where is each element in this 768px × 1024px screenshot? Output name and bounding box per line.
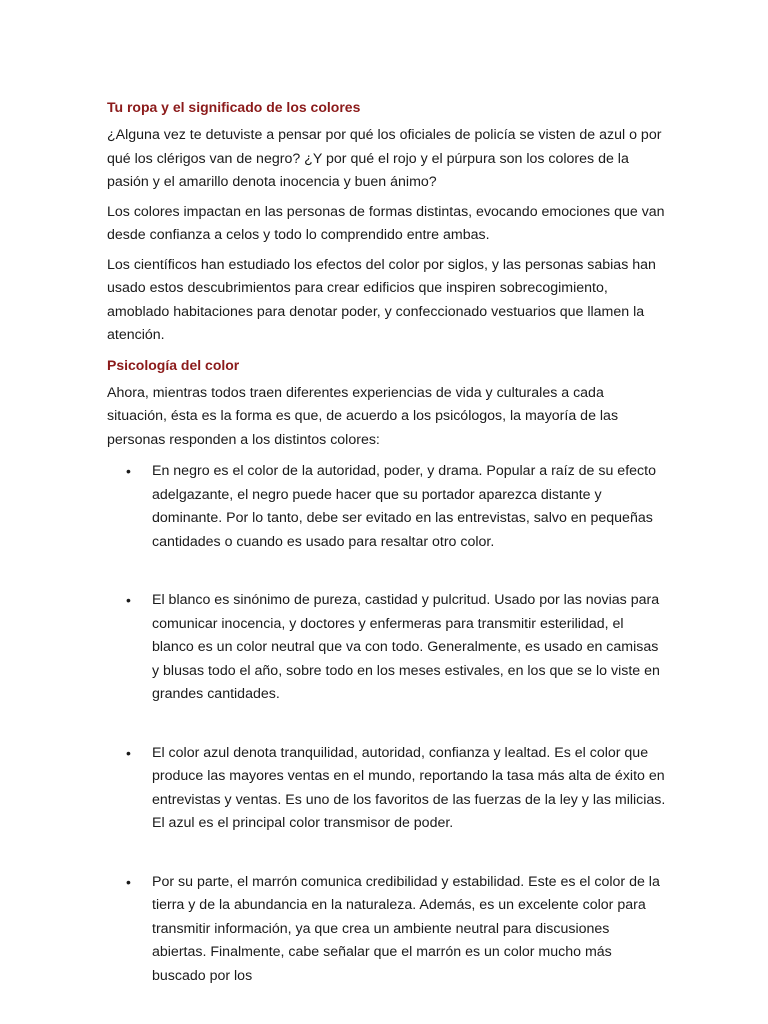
- bullet-icon: •: [126, 592, 131, 608]
- bullet-icon: •: [126, 463, 131, 479]
- list-item-text: El color azul denota tranquilidad, autoridad, confianza y lealtad. Es el color que produce las mayores ventas en el mundo, reportando la tasa más alta de éxito en entrevistas y ventas. Es uno de los favoritos de las fuerzas de la ley y las milicias. El azul es el principal color transmisor de poder.: [152, 744, 666, 831]
- color-bullet-list: [107, 460, 667, 988]
- intro-paragraph: Los científicos han estudiado los efectos del color por siglos, y las personas sabias han usado estos descubrimientos para crear edificios que inspiren sobrecogimiento, amoblado habitaciones para denotar poder, y confeccionado vestuarios que llamen la atención.: [107, 256, 656, 343]
- list-item-text: Por su parte, el marrón comunica credibilidad y estabilidad. Este es el color de la tierra y de la abundancia en la naturaleza. Además, es un excelente color para transmitir información, ya que crea un ambiente neutral para discusiones abiertas. Finalmente, cabe señalar que el marrón es un color mucho más buscado por los: [152, 873, 660, 984]
- list-item: [107, 589, 667, 707]
- list-item: [107, 460, 667, 554]
- list-item-text: El blanco es sinónimo de pureza, castidad y pulcritud. Usado por las novias para comunicar inocencia, y doctores y enfermeras para transmitir esterilidad, el blanco es un color neutral que va con todo. Generalmente, es usado en camisas y blusas todo el año, sobre todo en los meses estivales, en los que se lo viste en grandes cantidades.: [152, 592, 660, 702]
- intro-paragraph: ¿Alguna vez te detuviste a pensar por qué los oficiales de policía se visten de azul o por qué los clérigos van de negro? ¿Y por qué el rojo y el púrpura son los colores de la pasión y el amarillo denota inocencia y buen ánimo?: [107, 127, 662, 190]
- page-title: Tu ropa y el significado de los colores: [107, 99, 361, 115]
- section-paragraph: Ahora, mientras todos traen diferentes experiencias de vida y culturales a cada situación, ésta es la forma es que, de acuerdo a los psicólogos, la mayoría de las personas responden a los distintos colores:: [107, 384, 619, 448]
- list-item: [107, 742, 667, 836]
- bullet-icon: •: [126, 744, 131, 761]
- list-item-text: En negro es el color de la autoridad, poder, y drama. Popular a raíz de su efecto adelgazante, el negro puede hacer que su portador aparezca distante y dominante. Por lo tanto, debe ser evitado en las entrevistas, salvo en pequeñas cantidades o cuando es usado para resaltar otro color.: [152, 463, 656, 550]
- list-item: [107, 871, 667, 989]
- document-page: [107, 96, 667, 1023]
- bullet-icon: •: [126, 873, 131, 890]
- section-heading: Psicología del color: [107, 356, 240, 373]
- intro-paragraph: Los colores impactan en las personas de formas distintas, evocando emociones que van desde confianza a celos y todo lo comprendido entre ambas.: [107, 203, 665, 243]
